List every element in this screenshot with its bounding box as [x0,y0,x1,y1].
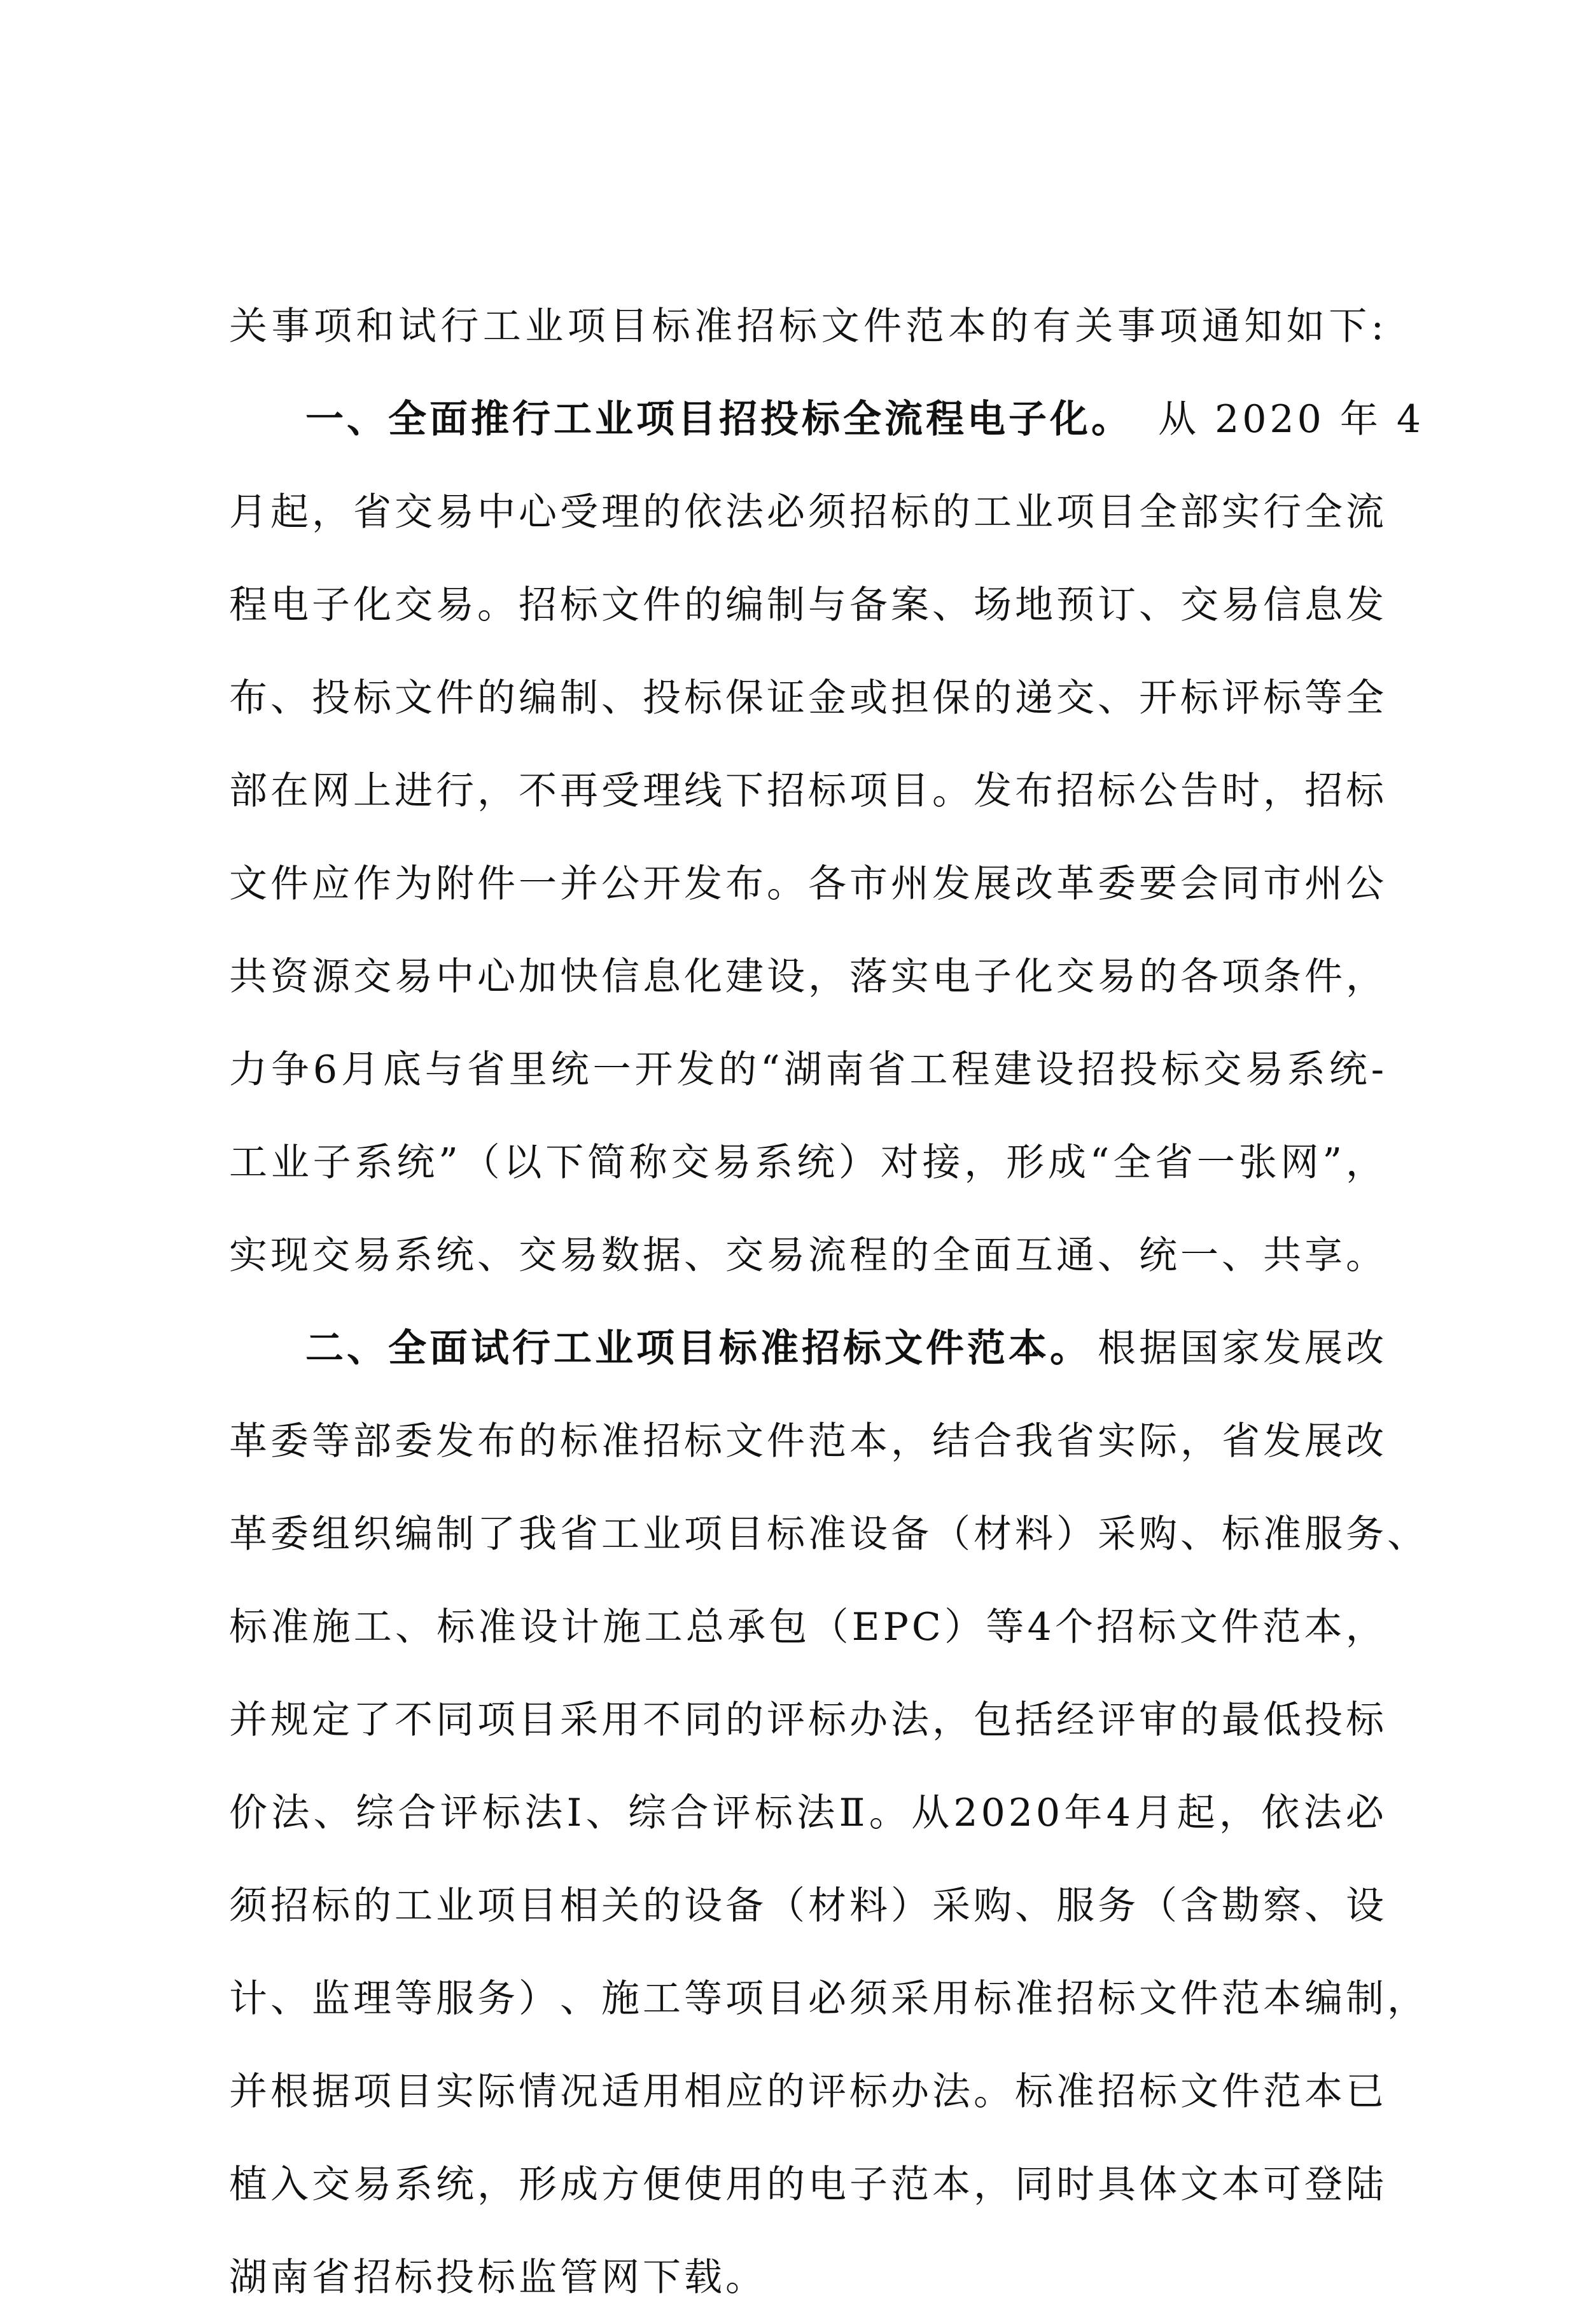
body-line: 革 委 等 部 委 发 布 的 标 准 招 标 文 件 范 本 ， 结 合 我 省 实 际 ， 省 发 展 改 [229,1419,1387,1464]
body-line: 实 现 交 易 系 统 、 交 易 数 据 、 交 易 流 程 的 全 面 互 通 、 统 一 、 共 享 。 [229,1233,1387,1278]
body-line: 标 准 施 工 、 标 准 设 计 施 工 总 承 包 （ EPC ） 等 4 个 招 标 文 件 范 本 ， [229,1605,1387,1649]
document-body [229,280,1428,2324]
section-one-line [229,373,1425,466]
body-line: 价 法 、 综 合 评 标 法 Ⅰ 、 综 合 评 标 法 Ⅱ 。 从 2020 年 4 月 起 ， 依 法 必 [229,1791,1387,1835]
body-line: 共 资 源 交 易 中 心 加 快 信 息 化 建 设 ， 落 实 电 子 化 交 易 的 各 项 条 件 ， [229,955,1387,999]
section-two-line [229,1302,1387,1395]
section-two-lead-text: 根据国家发展改 [1098,1326,1387,1371]
body-line: 并 规 定 了 不 同 项 目 采 用 不 同 的 评 标 办 法 ， 包 括 经 评 审 的 最 低 投 标 [229,1698,1387,1742]
body-line-last: 湖南省招标投标监管网下载。 [229,2255,767,2300]
body-line: 须 招 标 的 工 业 项 目 相 关 的 设 备 （ 材 料 ） 采 购 、 服 务 （ 含 勘 察 、 设 [229,1884,1387,1928]
body-line: 植 入 交 易 系 统 ， 形 成 方 便 使 用 的 电 子 范 本 ， 同 时 具 体 文 本 可 登 陆 [229,2162,1387,2207]
body-line: 部 在 网 上 进 行 ， 不 再 受 理 线 下 招 标 项 目 。 发 布 招 标 公 告 时 ， 招 标 [229,769,1387,813]
section-one-lead-text: 从 2020 年 4 [1158,397,1425,442]
section-one-heading: 一、全面推行工业项目招投标全流程电子化。 [305,397,1133,442]
body-line: 文 件 应 作 为 附 件 一 并 公 开 发 布 。 各 市 州 发 展 改 革 委 要 会 同 市 州 公 [229,862,1387,906]
body-line: 布 、 投 标 文 件 的 编 制 、 投 标 保 证 金 或 担 保 的 递 交 、 开 标 评 标 等 全 [229,676,1387,720]
section-two-heading: 二、全面试行工业项目标准招标文件范本。 [305,1326,1091,1371]
body-line: 革 委 组 织 编 制 了 我 省 工 业 项 目 标 准 设 备 （ 材 料 ） 采 购 、 标 准 服 务 、 [229,1512,1428,1557]
body-line: 并 根 据 项 目 实 际 情 况 适 用 相 应 的 评 标 办 法 。 标 准 招 标 文 件 范 本 已 [229,2069,1387,2114]
body-line: 关 事 项 和 试 行 工 业 项 目 标 准 招 标 文 件 范 本 的 有 关 事 项 通 知 如 下 : [229,304,1387,349]
body-line: 工 业 子 系 统 ” （ 以 下 简 称 交 易 系 统 ） 对 接 ， 形 成 “ 全 省 一 张 网 ” ， [229,1140,1387,1185]
body-line: 程 电 子 化 交 易 。 招 标 文 件 的 编 制 与 备 案 、 场 地 预 订 、 交 易 信 息 发 [229,583,1387,627]
body-line: 力 争 6 月 底 与 省 里 统 一 开 发 的 “ 湖 南 省 工 程 建 设 招 投 标 交 易 系 统 - [229,1047,1387,1092]
body-line: 月 起 ， 省 交 易 中 心 受 理 的 依 法 必 须 招 标 的 工 业 项 目 全 部 实 行 全 流 [229,490,1387,535]
body-line: 计 、 监 理 等 服 务 ） 、 施 工 等 项 目 必 须 采 用 标 准 招 标 文 件 范 本 编 制 ， [229,1977,1428,2021]
